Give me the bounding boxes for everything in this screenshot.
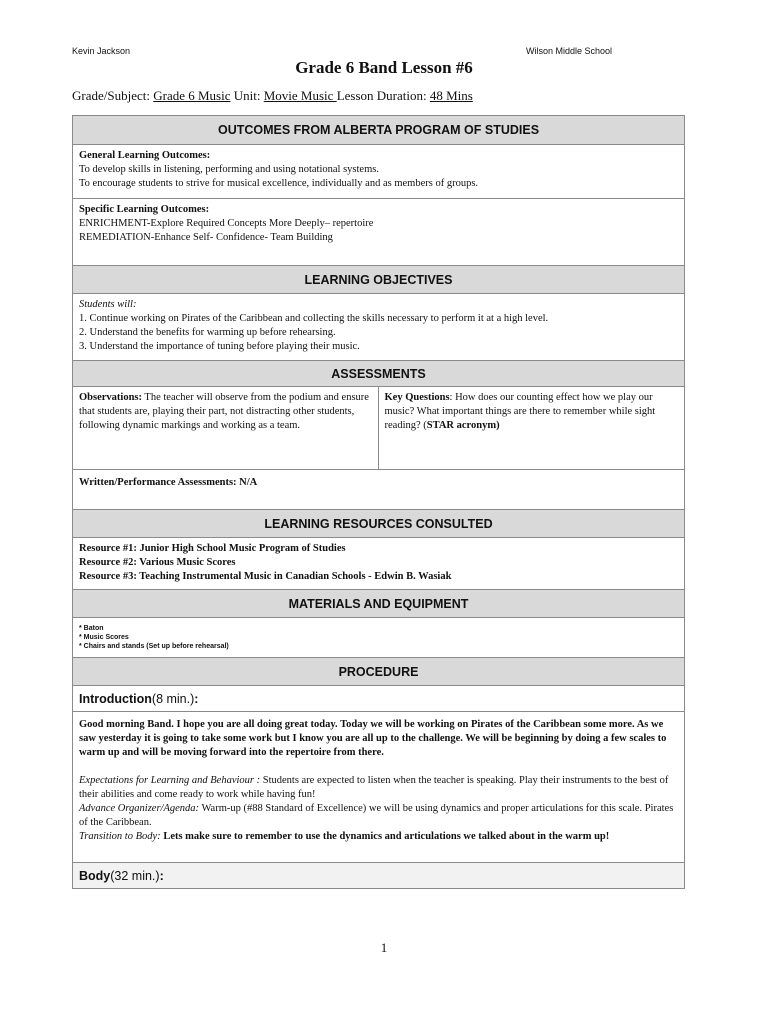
introduction-label: Introduction <box>79 691 152 706</box>
duration-label: Lesson Duration: <box>336 88 430 103</box>
expectations-label: Expectations for Learning and Behaviour : <box>79 775 261 786</box>
material-item: * Chairs and stands (Set up before rehearsal) <box>79 643 229 650</box>
objective-item: 1. Continue working on Pirates of the Caribbean and collecting the skills necessary to perform it at a high level. <box>79 313 549 324</box>
resource-item: Resource #1: Junior High School Music Program of Studies <box>79 543 346 554</box>
key-questions-text: : How does our counting effect how we play our music? What important things are there to remember while sight reading? ( <box>384 392 656 431</box>
written-assessments: Written/Performance Assessments: N/A <box>73 469 684 509</box>
materials-heading: MATERIALS AND EQUIPMENT <box>73 589 684 617</box>
general-outcomes-title: General Learning Outcomes: <box>79 150 211 161</box>
introduction-cell <box>73 711 684 862</box>
transition-label: Transition to Body: <box>79 831 161 842</box>
advance-organizer-label: Advance Organizer/Agenda: <box>79 803 200 814</box>
outcomes-heading: OUTCOMES FROM ALBERTA PROGRAM OF STUDIES <box>73 116 684 144</box>
general-outcome-line: To encourage students to strive for musical excellence, individually and as members of groups. <box>79 178 479 189</box>
body-label: Body <box>79 868 111 883</box>
transition-text: Lets make sure to remember to use the dynamics and articulations we talked about in the warm up! <box>160 831 610 842</box>
specific-outcomes-cell <box>73 198 684 265</box>
unit-label: Unit: <box>230 88 264 103</box>
general-outcomes-cell <box>73 144 684 198</box>
objective-item: 2. Understand the benefits for warming up before rehearsing. <box>79 327 336 338</box>
expectations-text: Students are expected to listen when the teacher is speaking. Play their instruments to the best of their abilities and come ready to work while having fun! <box>79 775 669 800</box>
objectives-cell <box>73 293 684 360</box>
transition-line <box>79 830 678 844</box>
general-outcome-line: To develop skills in listening, performing and using notational systems. <box>79 164 379 175</box>
objective-item: 3. Understand the importance of tuning before playing their music. <box>79 341 360 352</box>
resources-heading: LEARNING RESOURCES CONSULTED <box>73 509 684 537</box>
key-questions-label: Key Questions <box>384 392 450 403</box>
assessments-heading: ASSESSMENTS <box>73 360 684 386</box>
materials-cell <box>73 617 684 657</box>
author-name: Kevin Jackson <box>72 46 131 56</box>
resource-item: Resource #3: Teaching Instrumental Music in Canadian Schools - Edwin B. Wasiak <box>79 571 452 582</box>
specific-outcomes-title: Specific Learning Outcomes: <box>79 204 210 215</box>
observations-cell <box>73 387 379 469</box>
material-item: * Music Scores <box>79 634 129 641</box>
page-number: 1 <box>380 940 388 955</box>
procedure-heading: PROCEDURE <box>73 657 684 685</box>
lesson-info-line <box>72 88 473 104</box>
introduction-subheading <box>73 685 684 711</box>
duration-value: 48 Mins <box>429 88 473 103</box>
advance-organizer-line <box>79 802 678 830</box>
grade-label: Grade/Subject: <box>72 88 154 103</box>
school-name: Wilson Middle School <box>526 46 613 56</box>
objectives-heading: LEARNING OBJECTIVES <box>73 265 684 293</box>
key-questions-bold: STAR acronym) <box>426 420 500 431</box>
page-title: Grade 6 Band Lesson #6 <box>295 58 473 77</box>
body-colon: : <box>159 868 164 883</box>
introduction-colon: : <box>194 691 199 706</box>
resources-cell <box>73 537 684 589</box>
key-questions-cell <box>379 387 685 469</box>
body-time: (32 min.) <box>110 868 160 883</box>
specific-outcome-line: ENRICHMENT-Explore Required Concepts More Deeply– repertoire <box>79 218 374 229</box>
lesson-plan-table <box>72 115 685 889</box>
greeting-text: Good morning Band. I hope you are all doing great today. Today we will be working on Pirates of the Caribbean some more. As we saw yesterday it is going to take some work but I know you are all up to the challenge. We will be beginning by doing a few scales to warm up and will be moving forward into the repertoire from there. <box>79 719 667 758</box>
observations-label: Observations: <box>79 392 142 403</box>
observations-text: The teacher will observe from the podium and ensure that students are, playing their part, not distracting other students, following dynamic markings and working as a team. <box>79 392 369 431</box>
grade-value: Grade 6 Music <box>153 88 231 103</box>
material-item: * Baton <box>79 625 104 632</box>
body-subheading <box>73 862 684 888</box>
specific-outcome-line: REMEDIATION-Enhance Self- Confidence- Team Building <box>79 232 333 243</box>
resource-item: Resource #2: Various Music Scores <box>79 557 236 568</box>
advance-organizer-text: Warm-up (#88 Standard of Excellence) we will be using dynamics and proper articulations for this scale. Pirates of the Caribbean. <box>79 803 674 828</box>
unit-value: Movie Music <box>263 88 337 103</box>
objectives-intro: Students will: <box>79 299 137 310</box>
assessments-split <box>73 386 684 469</box>
expectations-line <box>79 774 678 802</box>
introduction-time: (8 min.) <box>151 691 195 706</box>
